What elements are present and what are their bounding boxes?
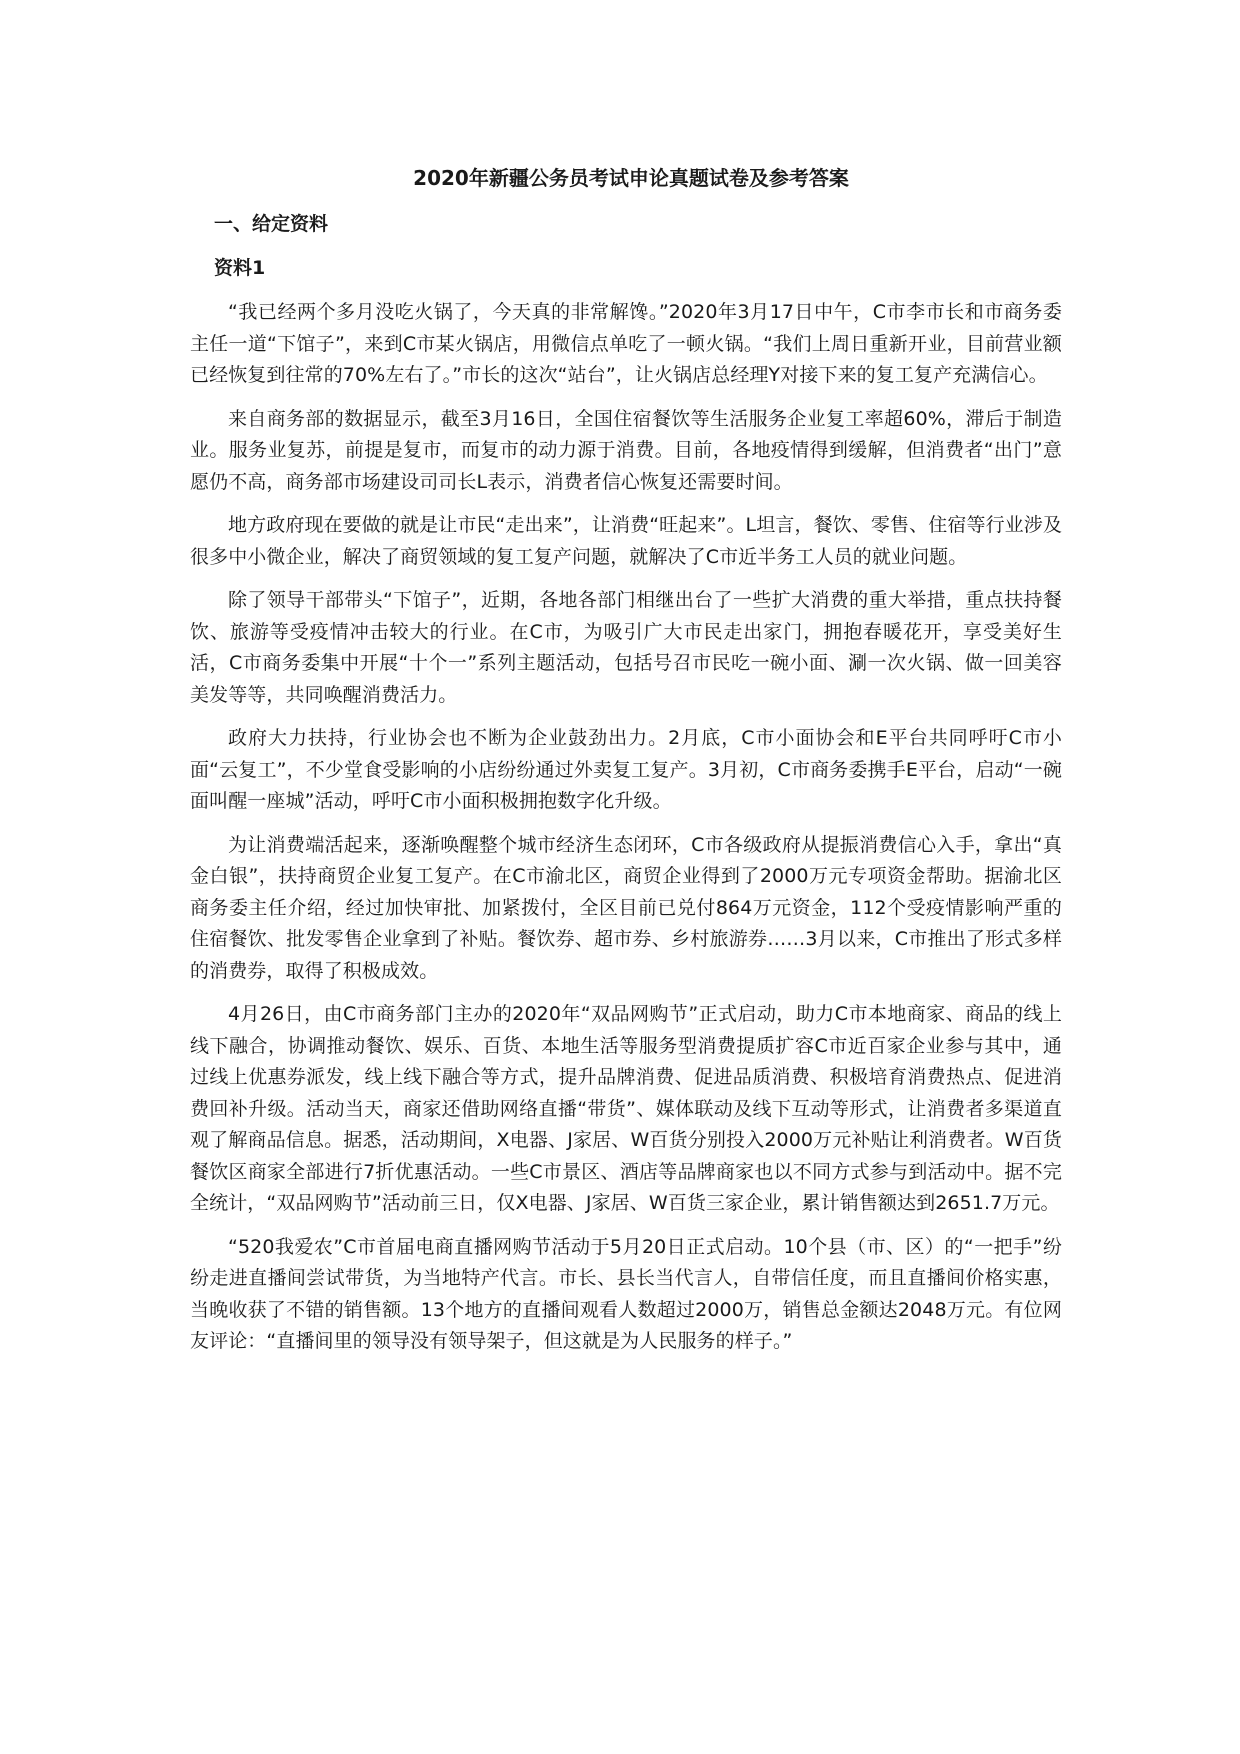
paragraph-7: 4月26日，由C市商务部门主办的2020年“双品网购节”正式启动，助力C市本地商家、商品的线上线下融合，协调推动餐饮、娱乐、百货、本地生活等服务型消费提质扩容C市近百家企业参与其中，通过线上优惠券派发，线上线下融合等方式，提升品牌消费、促进品质消费、积极培育消费热点、促进消费回补升级。活动当天，商家还借助网络直播“带货”、媒体联动及线下互动等形式，让消费者多渠道直观了解商品信息。据悉，活动期间，X电器、J家居、W百货分别投入2000万元补贴让利消费者。W百货餐饮区商家全部进行7折优惠活动。一些C市景区、酒店等品牌商家也以不同方式参与到活动中。据不完全统计，“双品网购节”活动前三日，仅X电器、J家居、W百货三家企业，累计销售额达到2651.7万元。	[190, 1003, 1062, 1214]
paragraph-6: 为让消费端活起来，逐渐唤醒整个城市经济生态闭环，C市各级政府从提振消费信心入手，拿出“真金白银”，扶持商贸企业复工复产。在C市渝北区，商贸企业得到了2000万元专项资金帮助。据渝北区商务委主任介绍，经过加快审批、加紧拨付，全区目前已兑付864万元资金，112个受疫情影响严重的住宿餐饮、批发零售企业拿到了补贴。餐饮券、超市券、乡村旅游券……3月以来，C市推出了形式多样的消费券，取得了积极成效。	[190, 833, 1062, 982]
document-title: 2020年新疆公务员考试申论真题试卷及参考答案	[413, 166, 849, 190]
material-heading: 资料1	[214, 257, 266, 279]
paragraph-1: “我已经两个多月没吃火锅了，今天真的非常解馋。”2020年3月17日中午，C市李市长和市商务委主任一道“下馆子”，来到C市某火锅店，用微信点单吃了一顿火锅。“我们上周日重新开业，目前营业额已经恢复到往常的70%左右了。”市长的这次“站台”，让火锅店总经理Y对接下来的复工复产充满信心。	[190, 301, 1062, 386]
paragraph-4: 除了领导干部带头“下馆子”，近期，各地各部门相继出台了一些扩大消费的重大举措，重点扶持餐饮、旅游等受疫情冲击较大的行业。在C市，为吸引广大市民走出家门，拥抱春暖花开，享受美好生活，C市商务委集中开展“十个一”系列主题活动，包括号召市民吃一碗小面、涮一次火锅、做一回美容美发等等，共同唤醒消费活力。	[190, 589, 1062, 706]
paragraph-3: 地方政府现在要做的就是让市民“走出来”，让消费“旺起来”。L坦言，餐饮、零售、住宿等行业涉及很多中小微企业，解决了商贸领域的复工复产问题，就解决了C市近半务工人员的就业问题。	[190, 514, 1062, 568]
paragraph-5: 政府大力扶持，行业协会也不断为企业鼓劲出力。2月底，C市小面协会和E平台共同呼吁C市小面“云复工”，不少堂食受影响的小店纷纷通过外卖复工复产。3月初，C市商务委携手E平台，启动“一碗面叫醒一座城”活动，呼吁C市小面积极拥抱数字化升级。	[190, 727, 1062, 812]
paragraph-8: “520我爱农”C市首届电商直播网购节活动于5月20日正式启动。10个县（市、区）的“一把手”纷纷走进直播间尝试带货，为当地特产代言。市长、县长当代言人，自带信任度，而且直播间价格实惠，当晚收获了不错的销售额。13个地方的直播间观看人数超过2000万，销售总金额达2048万元。有位网友评论：“直播间里的领导没有领导架子，但这就是为人民服务的样子。”	[190, 1235, 1062, 1352]
paragraph-2: 来自商务部的数据显示，截至3月16日，全国住宿餐饮等生活服务企业复工率超60%，滞后于制造业。服务业复苏，前提是复市，而复市的动力源于消费。目前，各地疫情得到缓解，但消费者“出门”意愿仍不高，商务部市场建设司司长L表示，消费者信心恢复还需要时间。	[190, 407, 1062, 493]
section-heading: 一、给定资料	[214, 213, 329, 235]
